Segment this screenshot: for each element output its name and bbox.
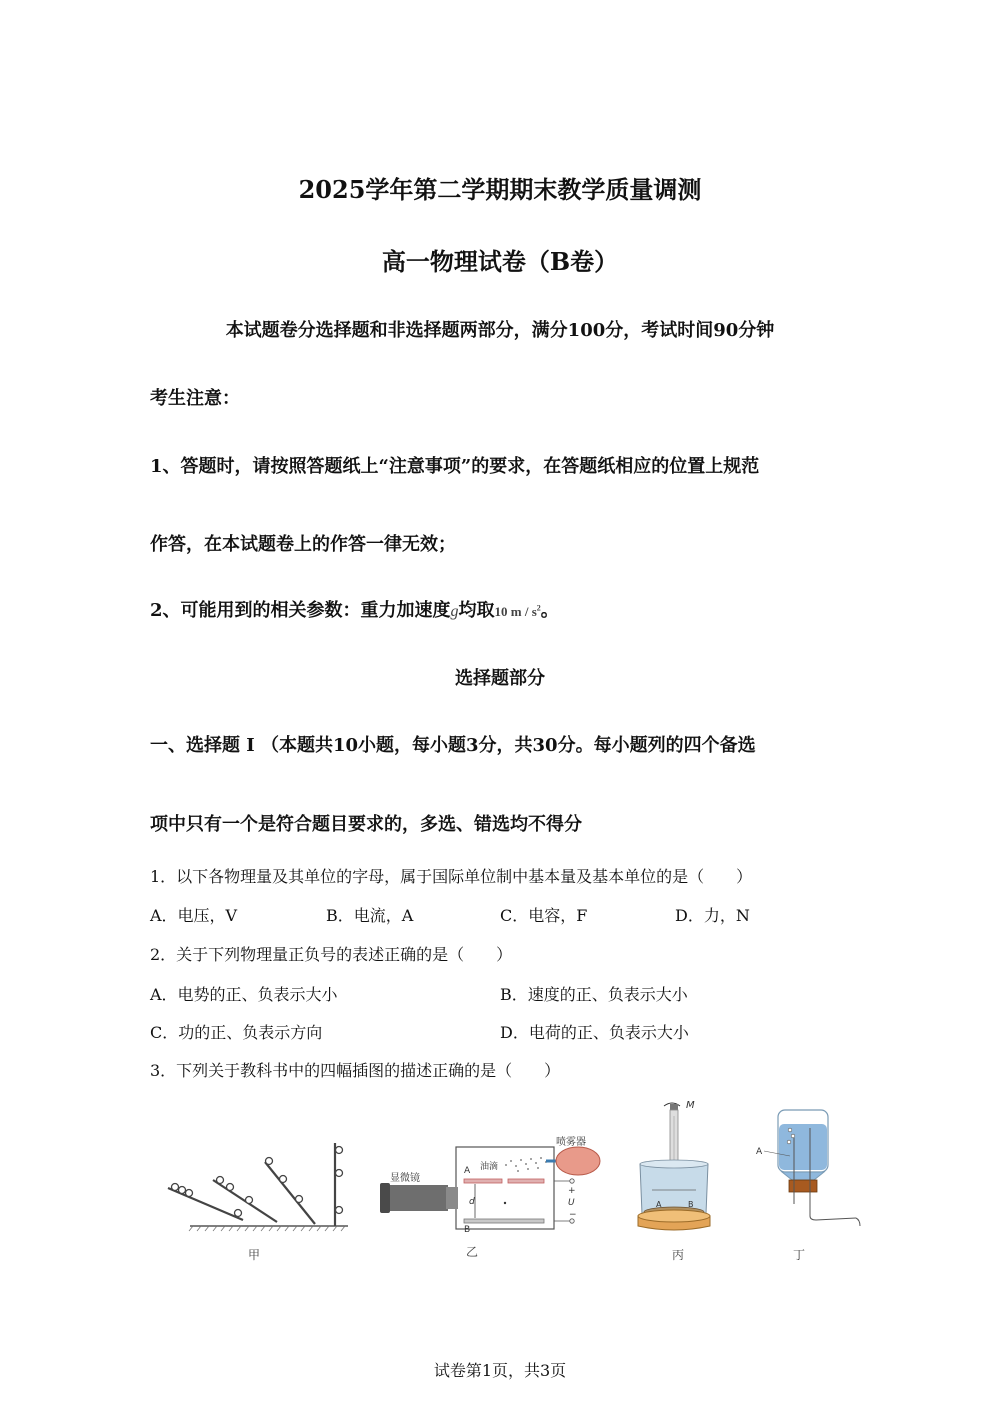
question-2-option-c: C．功的正、负表示方向 xyxy=(150,1023,323,1042)
sprayer-label: 喷雾器 xyxy=(556,1137,586,1148)
tube-a-label: A xyxy=(756,1147,763,1157)
question-1-option-b: B．电流，A xyxy=(326,906,414,925)
plate-b-label: B xyxy=(464,1225,471,1233)
figure-bing-apparatus xyxy=(630,1096,730,1236)
question-2-option-a: A．电势的正、负表示大小 xyxy=(150,985,338,1004)
question-2-option-d: D．电荷的正、负表示大小 xyxy=(500,1023,689,1042)
exam-subtitle: 高一物理试卷（B卷） xyxy=(381,247,619,276)
distance-label: d xyxy=(469,1197,475,1207)
page-footer: 试卷第1页，共3页 xyxy=(433,1361,567,1380)
figure-bing-caption: 丙 xyxy=(672,1248,685,1262)
part-1-instructions-line-2: 项中只有一个是符合题目要求的，多选、错选均不得分 xyxy=(150,814,582,835)
notice-item-2 xyxy=(150,596,559,622)
voltage-plus-sign: + xyxy=(568,1186,576,1196)
voltage-minus-sign: − xyxy=(569,1210,577,1220)
mass-label: M xyxy=(686,1100,695,1111)
microscope-label: 显微镜 xyxy=(390,1173,420,1184)
figure-yi-oil-drop xyxy=(378,1133,608,1233)
question-2-stem: 2．关于下列物理量正负号的表述正确的是（ ） xyxy=(150,945,513,964)
figure-yi-caption: 乙 xyxy=(466,1245,479,1259)
question-1-stem: 1．以下各物理量及其单位的字母，属于国际单位制中基本量及基本单位的是（ ） xyxy=(150,867,753,886)
question-1-option-c: C．电容，F xyxy=(500,906,588,925)
exam-info: 本试题卷分选择题和非选择题两部分，满分100分，考试时间90分钟 xyxy=(225,320,775,341)
notice-item-2-prefix: 2、可能用到的相关参数：重力加速度 xyxy=(150,600,451,621)
gravity-value: 10 m / $s^2$ xyxy=(494,603,541,619)
oil-drop-label: 油滴 xyxy=(480,1162,499,1172)
exam-title: 2025学年第二学期期末教学质量调测 xyxy=(298,175,702,204)
question-1-option-a: A．电压，V xyxy=(150,906,238,925)
notice-item-1-line-2: 作答，在本试题卷上的作答一律无效； xyxy=(150,534,456,555)
question-2-option-b: B．速度的正、负表示大小 xyxy=(500,985,688,1004)
figure-jia-caption: 甲 xyxy=(248,1248,261,1262)
gravity-unit-exponent: 2 xyxy=(536,603,541,613)
voltage-label: U xyxy=(568,1198,575,1208)
gravity-symbol: g xyxy=(450,603,459,620)
part-1-instructions-line-1: 一、选择题 I （本题共10小题，每小题3分，共30分。每小题列的四个备选 xyxy=(150,735,756,756)
notice-item-1-line-1: 1、答题时，请按照答题纸上“注意事项”的要求，在答题纸相应的位置上规范 xyxy=(150,456,760,477)
notice-item-2-suffix: 。 xyxy=(540,600,559,621)
section-heading: 选择题部分 xyxy=(455,668,545,689)
notice-item-2-mid: 均取 xyxy=(458,600,495,621)
figure-jia-inclines xyxy=(165,1140,350,1235)
apparatus-b-label: B xyxy=(688,1200,694,1209)
question-3-stem: 3．下列关于教科书中的四幅插图的描述正确的是（ ） xyxy=(150,1061,561,1080)
question-1-option-d: D．力，N xyxy=(675,906,750,925)
figure-ding-iv-bottle xyxy=(752,1108,862,1233)
figure-ding-caption: 丁 xyxy=(793,1248,806,1262)
plate-a-label: A xyxy=(464,1166,471,1176)
notice-heading: 考生注意： xyxy=(150,388,240,409)
apparatus-a-label: A xyxy=(656,1200,662,1209)
